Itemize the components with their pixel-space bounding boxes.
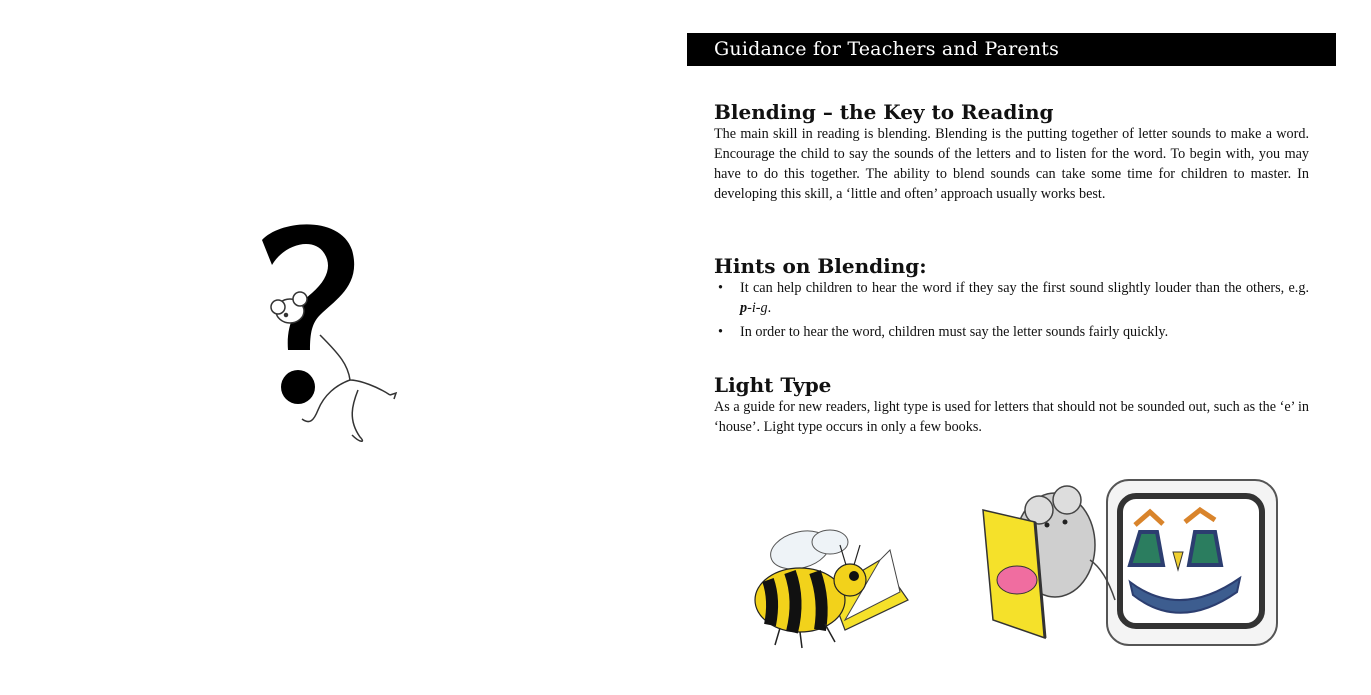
section-hints (714, 254, 1309, 346)
section-heading-hints: Hints on Blending: (714, 254, 927, 278)
mouse-icon (271, 292, 396, 441)
bullet-icon: • (718, 280, 723, 296)
section-body-blending: The main skill in reading is blending. Blending is the putting together of letter sounds to make a word. Encourage the child to say the sounds of the letters and to listen for the word. To begin with, you may have to do this together. The ability to blend sounds can take some time for children to master. In developing this skill, a ‘little and often’ approach usually works best. (714, 126, 1309, 202)
hint-example: p-i-g. (740, 300, 772, 316)
hint-text: In order to hear the word, children must say the letter sounds fairly quickly. (740, 324, 1169, 340)
section-light-type (714, 373, 1309, 437)
section-body-light-type: As a guide for new readers, light type is used for letters that should not be sounded out, such as the ‘e’ in ‘house’. Light type occurs in only a few books. (714, 399, 1309, 435)
bullet-icon: • (718, 324, 723, 340)
section-blending (714, 100, 1309, 204)
page-header-bar (687, 33, 1336, 66)
question-mark-mouse-illustration (240, 215, 420, 455)
section-heading-light-type: Light Type (714, 373, 832, 397)
list-item (714, 322, 1309, 342)
page-title: Guidance for Teachers and Parents (714, 38, 1060, 60)
hint-text: It can help children to hear the word if they say the first sound slightly louder than the others, e.g. (740, 280, 1309, 296)
section-heading-blending: Blending – the Key to Reading (714, 100, 1054, 124)
bee-icon (730, 520, 920, 650)
mouse-tv-illustration (975, 470, 1285, 650)
list-item (714, 278, 1309, 318)
tv-face-icon (975, 470, 1285, 650)
question-mark-icon (240, 215, 420, 455)
bee-reading-illustration (730, 520, 920, 650)
